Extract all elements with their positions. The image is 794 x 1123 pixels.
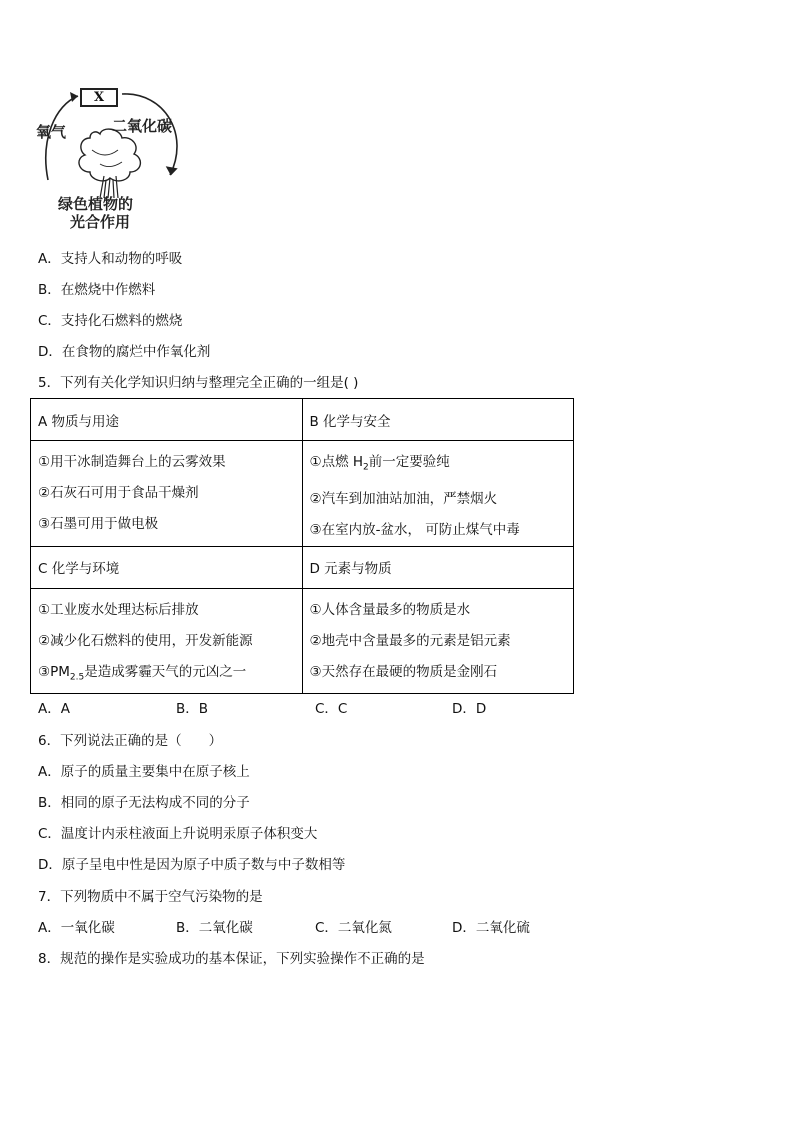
q7-stem: 7．下列物质中不属于空气污染物的是	[38, 889, 263, 905]
cell-b-item: ③在室内放-盆水， 可防止煤气中毒	[309, 521, 520, 538]
q5-option-b: B．B	[176, 701, 209, 717]
q7-option-d: D．二氧化硫	[452, 920, 530, 936]
cell-d-item: ①人体含量最多的物质是水	[309, 601, 471, 618]
unknown-substance-box: X	[80, 88, 118, 107]
q4-option-a: A．支持人和动物的呼吸	[38, 251, 183, 267]
cell-c-item: $③PM_{2.5}$是造成雾霾天气的元凶之一	[38, 663, 247, 683]
q6-option-d: D．原子呈电中性是因为原子中质子数与中子数相等	[38, 857, 346, 873]
carbon-dioxide-label: 二氧化碳	[112, 117, 173, 135]
q7-option-c: C．二氧化氮	[315, 920, 392, 936]
cell-a-item: ①用干冰制造舞台上的云雾效果	[38, 454, 226, 470]
q5-stem: 5．下列有关化学知识归纳与整理完全正确的一组是( )	[38, 375, 359, 391]
q7-option-b: B．二氧化碳	[176, 920, 253, 936]
caption-line-2: 光合作用	[70, 213, 131, 231]
q6-stem: 6．下列说法正确的是（ ）	[38, 733, 223, 749]
q7-option-a: A．一氧化碳	[38, 920, 115, 936]
cell-b-item: ①点燃 $H_2$前一定要验纯	[309, 454, 450, 473]
cell-a-item: ③石墨可用于做电极	[38, 516, 159, 532]
cell-a-body	[31, 441, 303, 547]
cell-b-title: B 化学与安全	[302, 399, 574, 441]
cell-b-item: ②汽车到加油站加油，严禁烟火	[309, 490, 498, 507]
q5-option-a: A．A	[38, 701, 70, 717]
q5-table	[30, 398, 574, 694]
cell-c-item: ①工业废水处理达标后排放	[38, 601, 199, 618]
cell-c-title: C 化学与环境	[31, 546, 303, 588]
q8-stem: 8．规范的操作是实验成功的基本保证，下列实验操作不正确的是	[38, 951, 425, 967]
cell-c-item: ②减少化石燃料的使用，开发新能源	[38, 632, 253, 649]
cell-d-item: ③天然存在最硬的物质是金刚石	[309, 663, 498, 680]
cell-a-item: ②石灰石可用于食品干燥剂	[38, 485, 199, 501]
cell-d-body	[302, 588, 574, 694]
cell-d-item: ②地壳中含量最多的元素是铝元素	[309, 632, 511, 649]
q5-option-d: D．D	[452, 701, 487, 717]
cell-a-title: A 物质与用途	[31, 399, 303, 441]
q5-option-c: C．C	[315, 701, 348, 717]
q4-option-b: B．在燃烧中作燃料	[38, 282, 156, 298]
photosynthesis-diagram	[30, 80, 200, 240]
cell-d-title: D 元素与物质	[302, 546, 574, 588]
q6-option-b: B．相同的原子无法构成不同的分子	[38, 795, 250, 811]
oxygen-label: 氧气	[36, 123, 67, 141]
cell-c-body	[31, 588, 303, 694]
cell-b-body	[302, 441, 574, 547]
q6-option-a: A．原子的质量主要集中在原子核上	[38, 764, 250, 780]
caption-line-1: 绿色植物的	[58, 195, 134, 213]
q4-option-d: D．在食物的腐烂中作氧化剂	[38, 344, 211, 360]
q4-option-c: C．支持化石燃料的燃烧	[38, 313, 183, 329]
q6-option-c: C．温度计内汞柱液面上升说明汞原子体积变大	[38, 826, 318, 842]
